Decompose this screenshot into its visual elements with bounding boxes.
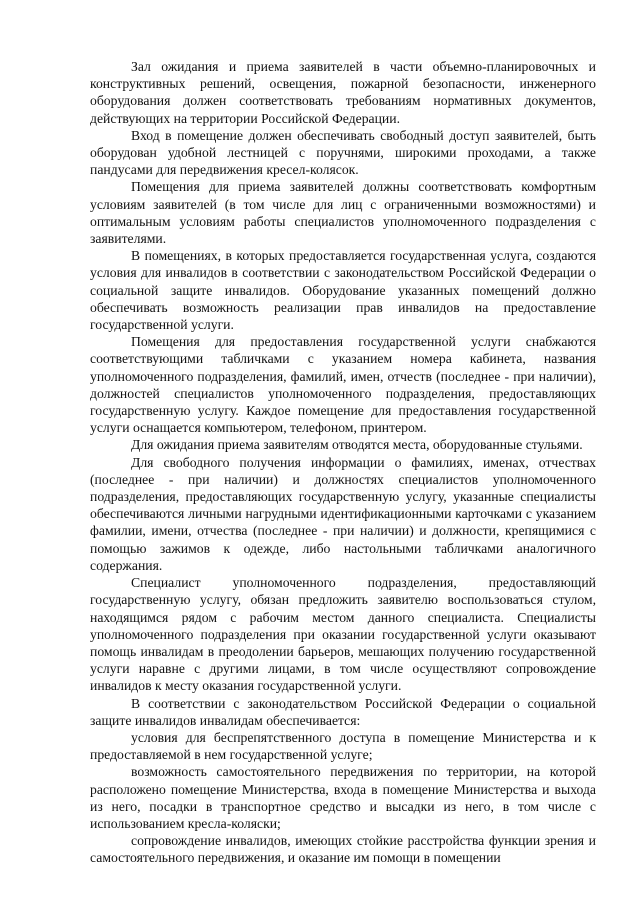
paragraph-specialist-duties: Специалист уполномоченного подразделения, предоставляющий государственную услугу, обязан предложить заявителю воспользоваться стулом, находящимся рядом с рабочим местом данного специалиста. Специалисты уполномоченного подразделения при оказании государственной услуги оказывают помощь инвалидам в преодолении барьеров, мешающих получению государственной услуги наравне с другими лицами, в том числе осуществляют сопровождение инвалидов к месту оказания государственной услуги. xyxy=(90,575,596,694)
paragraph-escort-assistance: сопровождение инвалидов, имеющих стойкие расстройства функции зрения и самостоятельного передвижения, и оказание им помощи в помещении xyxy=(90,833,596,866)
paragraph-waiting-seats: Для ожидания приема заявителям отводятся места, оборудованные стульями. xyxy=(131,437,583,453)
paragraph-disability-conditions: В помещениях, в которых предоставляется государственная услуга, создаются условия для инвалидов в соответствии с законодательством Российской Федерации о социальной защите инвалидов. Оборудование указанных помещений должно обеспечивать возможность реализации прав инвалидов на предоставление государственной услуги. xyxy=(90,248,596,333)
document-body xyxy=(90,58,596,867)
paragraph-reception-rooms: Помещения для приема заявителей должны соответствовать комфортным условиям заявителей (в том числе для лиц с ограниченными возможностями) и оптимальным условиям работы специалистов уполномоченного подразделения с заявителями. xyxy=(90,179,596,247)
paragraph-legislation-intro: В соответствии с законодательством Российской Федерации о социальной защите инвалидов инвалидам обеспечивается: xyxy=(90,695,596,728)
paragraph-id-cards: Для свободного получения информации о фамилиях, именах, отчествах (последнее - при наличии) и должностях специалистов уполномоченного подразделения, предоставляющих государственную услугу, указанные специалисты обеспечиваются личными нагрудными идентификационными карточками с указанием фамилии, имени, отчества (последнее - при наличии) и должности, крепящимися с помощью зажимов к одежде, либо настольными табличками аналогичного содержания. xyxy=(90,454,596,573)
paragraph-room-signs: Помещения для предоставления государственной услуги снабжаются соответствующими табличками с указанием номера кабинета, названия уполномоченного подразделения, фамилий, имен, отчеств (последнее - при наличии), должностей специалистов уполномоченного подразделения, предоставляющих государственную услугу. Каждое помещение для предоставления государственной услуги оснащается компьютером, телефоном, принтером. xyxy=(90,334,596,436)
paragraph-entrance: Вход в помещение должен обеспечивать свободный доступ заявителей, быть оборудован удобной лестницей с поручнями, широкими проходами, а также пандусами для передвижения кресел-колясок. xyxy=(90,127,596,178)
paragraph-independent-movement: возможность самостоятельного передвижения по территории, на которой расположено помещение Министерства, входа в помещение Министерства и выхода из него, посадки в транспортное средство и высадки из него, в том числе с использованием кресла-коляски; xyxy=(90,764,596,831)
paragraph-waiting-hall: Зал ожидания и приема заявителей в части объемно-планировочных и конструктивных решений, освещения, пожарной безопасности, инженерного оборудования должен соответствовать требованиям нормативных документов, действующих на территории Российской Федерации. xyxy=(90,59,596,126)
paragraph-access-conditions: условия для беспрепятственного доступа в помещение Министерства и к предоставляемой в нем государственной услуге; xyxy=(90,729,596,763)
